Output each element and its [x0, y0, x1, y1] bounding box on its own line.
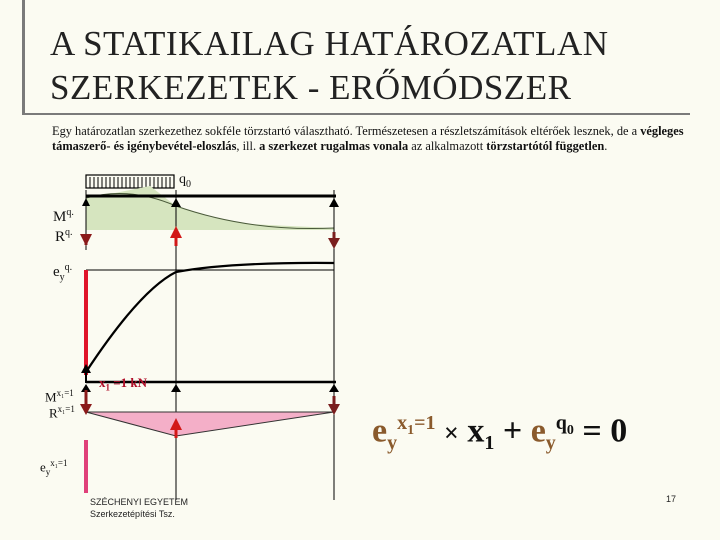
- label-moment-q0: $M^{q.}$: [53, 207, 74, 225]
- para-text-3: az alkalmazott: [408, 139, 487, 153]
- label-moment-x1: $M^{x_1=1}$: [45, 388, 74, 405]
- distributed-load-q0: [86, 175, 174, 188]
- para-text-4: .: [604, 139, 608, 153]
- label-deflection-q0: $e_y^{q.}$: [53, 262, 73, 283]
- label-reaction-q0: $R^{q.}$: [55, 227, 73, 245]
- para-bold-3: törzstartótól független: [486, 139, 605, 153]
- para-bold-2: a szerkezet rugalmas vonala: [259, 139, 409, 153]
- label-load-x1: $x_1 =1$ kN: [99, 375, 148, 393]
- moment-diagram-q0: [86, 186, 334, 230]
- para-text-2: , ill.: [236, 139, 260, 153]
- para-bold-1: végleges támaszerő- és igénybevétel-eloszlás: [52, 124, 684, 153]
- title-line-2: SZERKEZETEK - ERŐMÓDSZER: [50, 68, 572, 107]
- page-number: 17: [666, 494, 677, 504]
- label-q0: $q_0$: [179, 172, 191, 190]
- support-right-x1: [329, 384, 339, 392]
- moment-diagram-x1: [86, 412, 334, 436]
- title-line-1: A STATIKAILAG HATÁROZATLAN: [50, 24, 609, 63]
- elastic-curve-q0: [86, 263, 334, 372]
- support-mid-x1: [171, 384, 181, 392]
- label-deflection-x1: $e_y^{x_1=1}$: [40, 458, 68, 477]
- footer-institution: SZÉCHENYI EGYETEM Szerkezetépítési Tsz.: [90, 497, 189, 519]
- para-text-1: Egy határozatlan szerkezethez sokféle törzstartó választható. Természetesen a részletszámítások eltérőek lesznek, de a: [52, 124, 641, 138]
- compatibility-equation: $e_y^{x_1=1} \times x_1 + e_y^{q_0} = 0$: [372, 412, 628, 455]
- label-reaction-x1: $R^{x_1=1}$: [49, 404, 75, 421]
